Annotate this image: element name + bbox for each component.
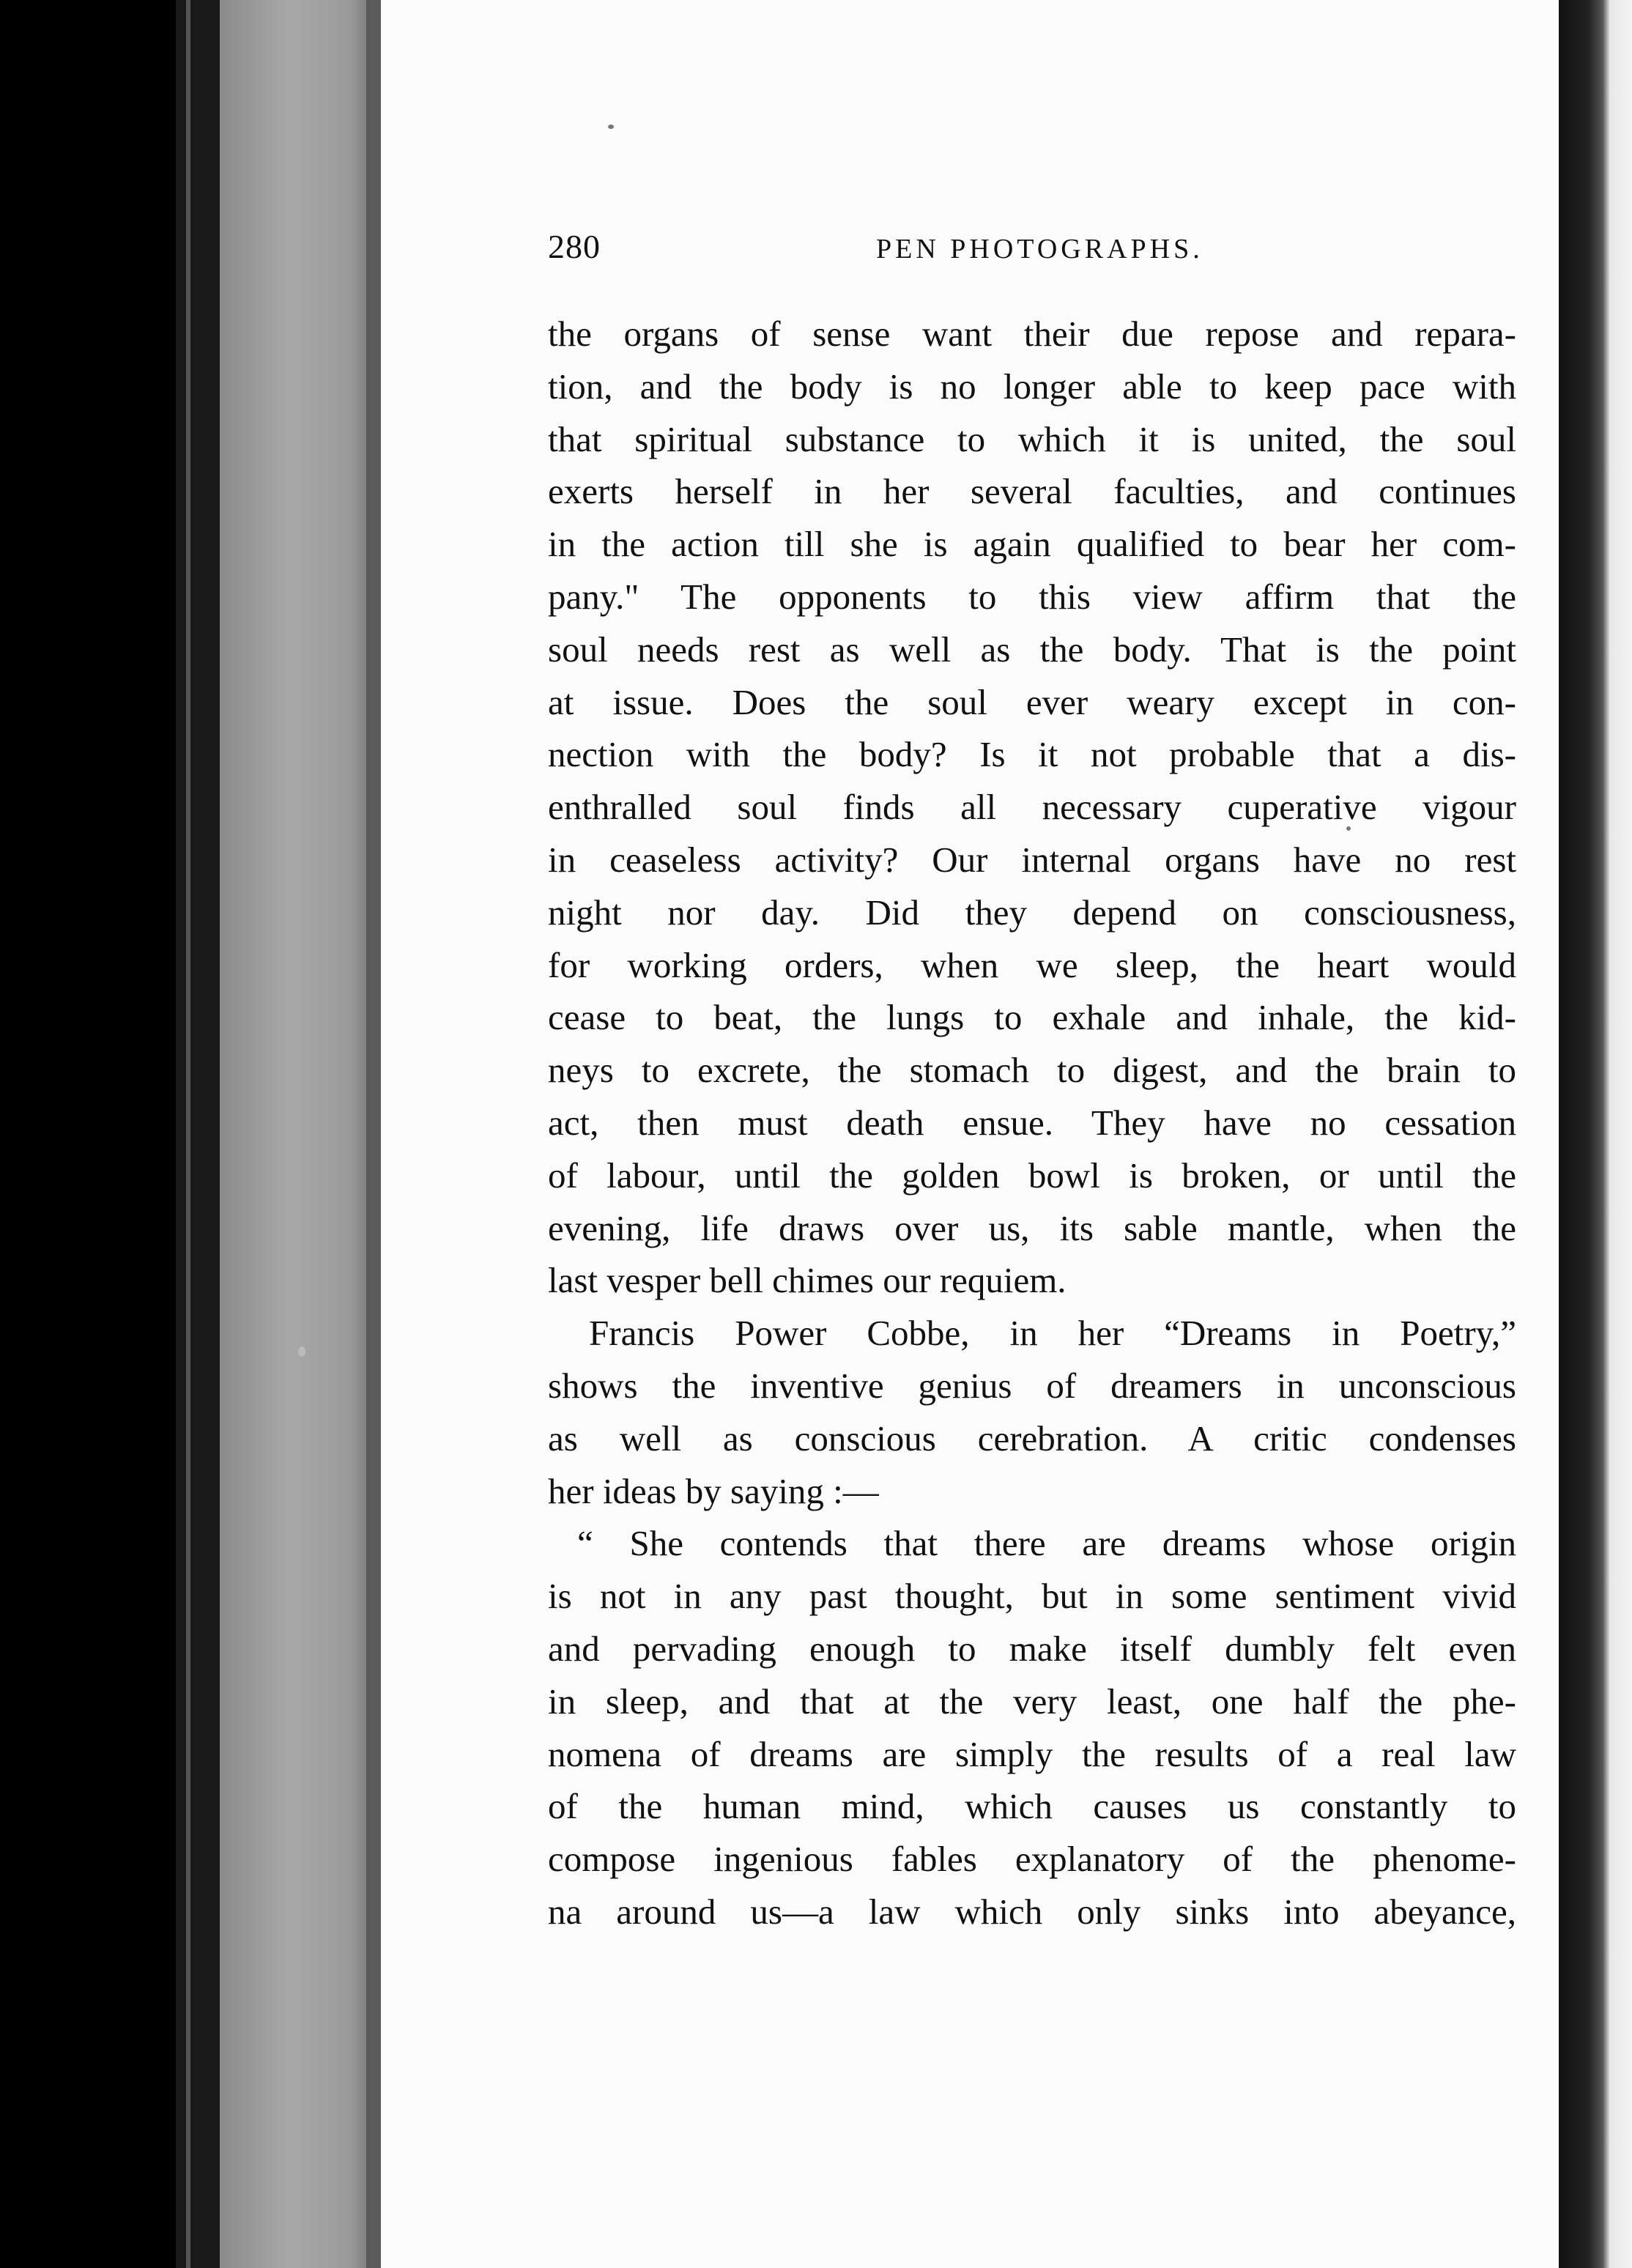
page-header-title: PEN PHOTOGRAPHS.: [876, 234, 1203, 264]
text-line: tion, and the body is no longer able to keep pace with: [548, 366, 1516, 407]
text-line: night nor day. Did they depend on consciousness,: [548, 892, 1516, 933]
text-line: enthralled soul finds all necessary cuperative vigour: [548, 787, 1516, 828]
text-line: nomena of dreams are simply the results of a real law: [548, 1733, 1516, 1774]
text-line: last vesper bell chimes our requiem.: [548, 1260, 1067, 1301]
text-line: act, then must death ensue. They have no cessation: [548, 1102, 1516, 1143]
text-line: shows the inventive genius of dreamers in unconscious: [548, 1365, 1516, 1406]
text-line: as well as conscious cerebration. A critic condenses: [548, 1418, 1516, 1459]
page-number: 280: [548, 228, 601, 265]
text-line: soul needs rest as well as the body. That is the point: [548, 629, 1516, 670]
text-line: her ideas by saying :—: [548, 1470, 879, 1511]
text-line: exerts herself in her several faculties, and continues: [548, 471, 1516, 512]
text-line: pany." The opponents to this view affirm that the: [548, 576, 1516, 617]
gutter-shadow-line: [366, 0, 381, 2268]
text-line: Francis Power Cobbe, in her “Dreams in Poetry,”: [589, 1313, 1516, 1354]
text-line: in sleep, and that at the very least, one half the phe-: [548, 1680, 1516, 1722]
text-line: and pervading enough to make itself dumbly felt even: [548, 1628, 1516, 1669]
text-line: “ She contends that there are dreams whose origin: [577, 1523, 1516, 1564]
page-edge-right: [1559, 0, 1632, 2268]
scan-speck: [298, 1346, 305, 1357]
gutter-shadow-line: [186, 0, 190, 2268]
text-line: cease to beat, the lungs to exhale and inhale, the kid-: [548, 997, 1516, 1038]
text-line: at issue. Does the soul ever weary except in con-: [548, 681, 1516, 722]
text-line: na around us—a law which only sinks into abeyance,: [548, 1891, 1516, 1932]
body-text: [548, 308, 1516, 1938]
text-line: that spiritual substance to which it is united, the soul: [548, 418, 1516, 459]
text-line: of labour, until the golden bowl is broken, or until the: [548, 1155, 1516, 1196]
text-line: compose ingenious fables explanatory of the phenome-: [548, 1839, 1516, 1880]
text-line: in the action till she is again qualified to bear her com-: [548, 524, 1516, 565]
gutter-shadow-line: [176, 0, 220, 2268]
text-line: nection with the body? Is it not probable that a dis-: [548, 734, 1516, 775]
running-head: [548, 227, 1529, 278]
text-line: neys to excrete, the stomach to digest, and the brain to: [548, 1050, 1516, 1091]
text-line: in ceaseless activity? Our internal organs have no rest: [548, 839, 1516, 880]
text-line: evening, life draws over us, its sable mantle, when the: [548, 1207, 1516, 1248]
scan-speck: [608, 125, 614, 129]
text-line: for working orders, when we sleep, the heart would: [548, 944, 1516, 985]
binding-gutter: [176, 0, 381, 2268]
text-line: the organs of sense want their due repose and repara-: [548, 314, 1516, 354]
text-line: of the human mind, which causes us constantly to: [548, 1786, 1516, 1827]
text-line: is not in any past thought, but in some sentiment vivid: [548, 1576, 1516, 1617]
